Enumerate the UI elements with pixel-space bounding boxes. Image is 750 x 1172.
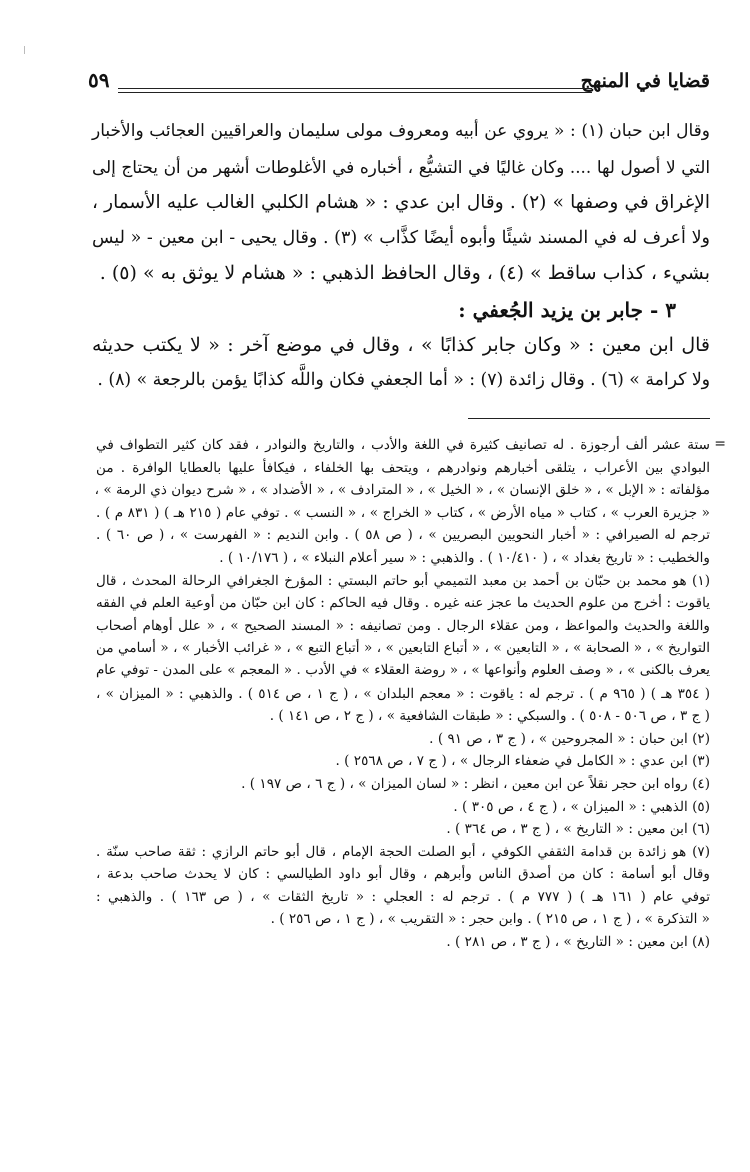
footnote-line: والخطيب : « تاريخ بغداد » ، ( ١٠/٤١٠ ) . والذهبي : « سير أعلام النبلاء » ، ( ١٠/١٧٦ ) . (219, 549, 710, 566)
page-fold-mark (24, 46, 26, 54)
main-text (92, 114, 710, 399)
footnote-line: (٣) ابن عدي : « الكامل في ضعفاء الرجال » ، ( ج ٧ ، ص ٢٥٦٨ ) . (335, 753, 710, 770)
body-line: بشيء ، كذاب ساقط » (٤) ، وقال الحافظ الذهبي : « هشام لا يوثق به » (٥) . (99, 262, 710, 284)
footnote-line: « التذكرة » ، ( ج ١ ، ص ٢١٥ ) . وابن حجر : « التقريب » ، ( ج ١ ، ص ٢٥٦ ) . (270, 911, 710, 928)
footnote-line: (٢) ابن حبان : « المجروحين » ، ( ج ٣ ، ص ٩١ ) . (429, 730, 710, 747)
footnote-line: (٤) رواه ابن حجر نقلاً عن ابن معين ، انظر : « لسان الميزان » ، ( ج ٦ ، ص ١٩٧ ) . (241, 775, 710, 792)
body-line: وقال ابن حبان (١) : « يروي عن أبيه ومعروف مولى سليمان والعراقيين العجائب والأخبار (92, 121, 710, 141)
section-heading: ٣ - جابر بن يزيد الجُعفي : (458, 297, 676, 322)
footnote-line: يعرف بالكنى » ، « وصف العلوم وأنواعها » ، « روضة العقلاء » في الأدب . « المعجم » على المدن - توفي عام (96, 662, 710, 678)
running-title: قضايا في المنهج (580, 70, 710, 92)
footnote-line: (١) هو محمد بن حبّان بن أحمد بن معبد التميمي أبو حاتم البستي : المؤرخ الجغرافي الرحالة المحدث ، قال (96, 572, 710, 589)
page-number: ٥٩ (88, 68, 110, 92)
footnote-line: « جزيرة العرب » ، كتاب « مياه الأرض » ، كتاب « الخراج » ، « النسب » . توفي عام ( ٢١٥ هـ ) ( ٨٣١ م ) . (96, 504, 710, 521)
body-line: ولا كرامة » (٦) . وقال زائدة (٧) : « أما الجعفي فكان واللَّه كذابًا يؤمن بالرجعة » (٨) . (97, 370, 710, 390)
footnote-line: (٦) ابن معين : « التاريخ » ، ( ج ٣ ، ص ٣٦٤ ) . (446, 821, 710, 838)
footnote-continuation-mark: = (714, 436, 726, 452)
footnote-line: ستة عشر ألف أرجوزة . له تصانيف كثيرة في اللغة والأدب ، والتاريخ والنوادر ، فقد كان كثير التطواف في (96, 437, 710, 453)
footnote-line: (٧) هو زائدة بن قدامة الثقفي الكوفي ، أبو الصلت الحجة الإمام ، قال أبو حاتم الرازي : ثقة صاحب سنّة . (96, 843, 710, 860)
running-header (88, 62, 710, 102)
body-line: ولا أعرف له في المسند شيئًا وأبوه أيضًا كذَّاب » (٣) . وقال يحيى - ابن معين - « ليس (92, 227, 710, 248)
header-rule-top (118, 88, 592, 89)
body-line: التي لا أصول لها .... وكان غاليًا في التشيُّع ، أخباره في الأغلوطات أشهر من أن يحتاج إلى (92, 156, 710, 177)
footnote-line: وقال أبو أسامة : كان من أصدق الناس وأبرهم ، وقال أبو داود الطيالسي : كان لا يحدث صاحب بدعة ، (96, 866, 710, 883)
footnote-separator (468, 418, 710, 419)
footnote-line: (٨) ابن معين : « التاريخ » ، ( ج ٣ ، ص ٢٨١ ) . (446, 934, 710, 951)
footnote-line: البوادي بين الأعراب ، يتلقى أخبارهم ونوادرهم ، ويتحف بها الخلفاء ، فيكافأ عليها بالعطايا الوافرة . من (96, 459, 710, 476)
footnote-line: مؤلفاته : « الإبل » ، « خلق الإنسان » ، « الخيل » ، « المترادف » ، « الأضداد » ، « شرح ديوان ذي الرمة » ، (94, 482, 710, 499)
footnote-line: التواريخ » ، « الصحابة » ، « التابعين » ، « أتباع التابعين » ، « أتباع التبع » ، « غرائب الأخبار » ، « أسامي من (96, 640, 710, 657)
footnotes (96, 434, 710, 954)
footnote-line: ترجم له الصيرافي : « أخبار النحويين البصريين » ، ( ص ٥٨ ) . وابن النديم : « الفهرست » ، ( ص ٦٠ ) . (96, 527, 710, 544)
footnote-line: ( ٣٥٤ هـ ) ( ٩٦٥ م ) . ترجم له : ياقوت : « معجم البلدان » ، ( ج ١ ، ص ٥١٤ ) . والذهبي : « الميزان » ، (96, 685, 711, 702)
footnote-line: (٥) الذهبي : « الميزان » ، ( ج ٤ ، ص ٣٠٥ ) . (453, 798, 710, 815)
body-line: الإغراق في وصفها » (٢) . وقال ابن عدي : « هشام الكلبي الغالب عليه الأسمار ، (92, 192, 710, 213)
footnote-line: ( ج ٣ ، ص ٥٠٦ - ٥٠٨ ) . والسبكي : « طبقات الشافعية » ، ( ج ٢ ، ص ١٤١ ) . (269, 708, 710, 725)
header-rule-bottom (118, 92, 592, 93)
footnote-line: ياقوت : أخرج من علوم الحديث ما عجز عنه غيره . وقال فيه الحاكم : كان ابن حبّان من أوعية العلم في الفقه (96, 595, 710, 612)
footnote-line: واللغة والحديث والمواعظ ، ومن عقلاء الرجال . ومن تصانيفه : « المسند الصحيح » ، « علل أوهام أصحاب (96, 617, 710, 634)
body-line: قال ابن معين : « وكان جابر كذابًا » ، وقال في موضع آخر : « لا يكتب حديثه (92, 333, 710, 356)
footnote-line: توفي عام ( ١٦١ هـ ) ( ٧٧٧ م ) . ترجم له : العجلي : « تاريخ الثقات » ، ( ص ١٦٣ ) . والذهبي : (96, 888, 710, 905)
